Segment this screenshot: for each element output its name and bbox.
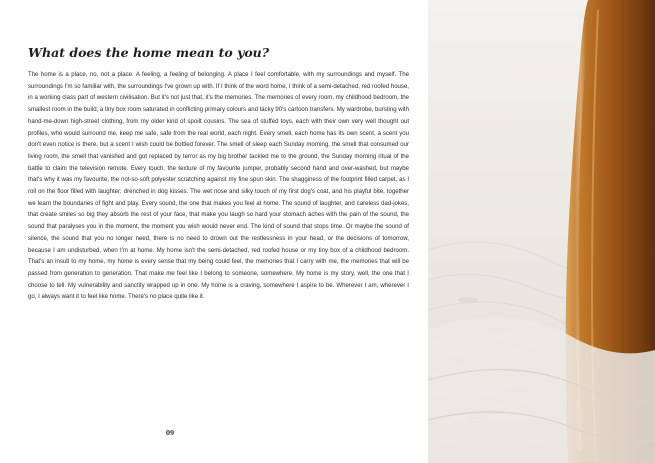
page-number: 09 bbox=[165, 430, 175, 437]
photo-illustration bbox=[428, 0, 655, 463]
bottle-photo bbox=[428, 0, 655, 463]
article-body: The home is a place, no, not a place. A feeling, a feeling of belonging. A place I feel comfortable, with my surroundings and myself. The surroundings I'm so familiar with, the surroundings I've grown up with. If I think of the word home, I think of a semi-detached, red roofed house, in a working class part of western civilisation. But it's not just that, it's the memories. The memories of every room, my childhood bedroom, the smallest room in the build; a tiny box room saturated in conflicting primary colours and tacky 90's cartoon transfers. My wardrobe, bursting with hand-me-down high-street clothing, from my older kind of spoilt cousins. The sea of stuffed toys, each with their own very well thought out profiles, who would surround me, keep me safe, safe from the real world, each night. Every smell, each home has its own scent, a scent you don't even notice is there, but a scent I wish could be bottled forever. The smell of sleep each Sunday morning, the smell that consumed our living room, the smell that vanished and got replaced by terror as my big brother tackled me to the ground, the Sunday morning ritual of the battle to claim the television remote. Every touch, the texture of my favourite jumper, probably second hand and over-washed, but maybe that's why it was my favourite, the not-so-soft polyester scratching against my fine spun skin. The shagginess of the footprint filled carpet, as I roll on the floor filled with laughter; drenched in dog kisses. The wet nose and silky touch of my first dog's coat, and his playful bite, together we learn the boundaries of fight and play. Every sound, the one that makes you feel at home. The sound of laughter, and careless dad-jokes, that create smiles so big they absorb the rest of your face, that make you laugh so hard your stomach aches with the pain of the sound, the sound that paralyses you in the moment, the moment you wish would never end. The kind of sound that stops time. Or maybe the sound of silence, the sound that you no longer need, there is no need to drown out the restlessness in your head, or the decisions of tomorrow, because I am undisturbed, when I'm at home. My home isn't the semi-detached, red roofed house or my tiny box of a childhood bedroom. That's an insult to my home, my home is every sense that my being could feel, the memories that I carry with me, the memories that will be passed from generation to generation. That make me feel like I belong to someone, somewhere. My home is my story, well, the one that I choose to tell. My vulnerability and sanctity wrapped up in one. My home is a craving, somewhere I aspire to be. Wherever I am, wherever I go, I always want it to feel like home. There's no place quite like it. bbox=[28, 72, 409, 301]
article-heading: What does the home mean to you? bbox=[28, 45, 270, 60]
